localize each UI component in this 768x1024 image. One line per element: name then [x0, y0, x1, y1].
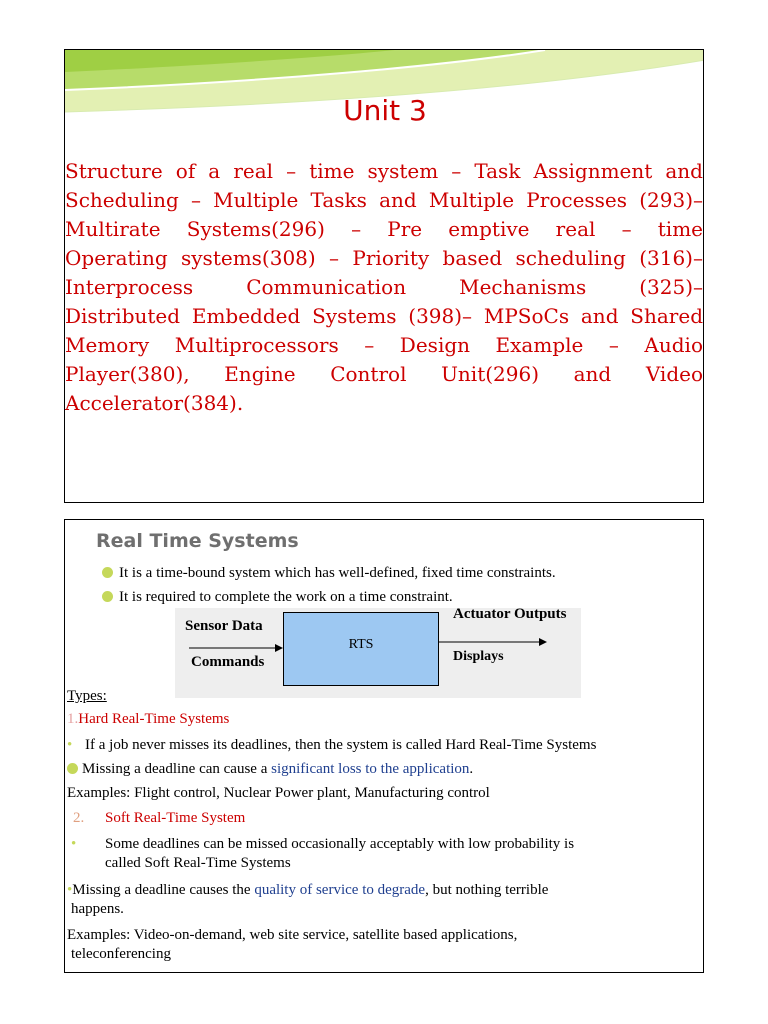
- bullet-item: [102, 589, 453, 606]
- small-bullet-icon: •: [67, 737, 73, 753]
- soft-rts-desc-line1: Some deadlines can be missed occasionally acceptably with low probability is: [105, 836, 575, 852]
- soft-rts-title: Soft Real-Time System: [105, 810, 246, 826]
- topics-line: Accelerator(384).: [65, 391, 244, 415]
- slide-heading: Real Time Systems: [96, 530, 299, 552]
- sensor-data-label: Sensor Data: [185, 618, 263, 634]
- input-arrow-icon: [189, 642, 283, 654]
- displays-label: Displays: [453, 649, 504, 664]
- soft-missing-suffix: , but nothing terrible: [425, 882, 549, 898]
- unit-topics-paragraph: [65, 157, 703, 418]
- hard-missing-line: [67, 761, 473, 778]
- soft-examples-line2: teleconferencing: [71, 946, 171, 962]
- rts-diagram: [175, 608, 581, 698]
- hard-rts-title: Hard Real-Time Systems: [78, 711, 230, 727]
- list-number: 1.: [67, 711, 79, 727]
- soft-missing-highlight: quality of service to degrade: [254, 882, 426, 898]
- bullet-dot-icon: [67, 763, 78, 774]
- topics-line: Interprocess Communication Mechanisms (325)–: [65, 275, 703, 299]
- bullet-dot-icon: [102, 591, 113, 602]
- soft-rts-desc: [71, 836, 574, 853]
- soft-rts-heading: [73, 810, 245, 827]
- commands-label: Commands: [191, 654, 265, 670]
- types-label: Types:: [67, 688, 107, 704]
- bullet-item: [102, 565, 556, 582]
- topics-line: Structure of a real – time system – Task Assignment and: [65, 159, 703, 183]
- output-arrow-icon: [439, 636, 549, 648]
- bullet-dot-icon: [102, 567, 113, 578]
- hard-missing-highlight: significant loss to the application: [271, 761, 470, 777]
- hard-rts-desc-text: If a job never misses its deadlines, then the system is called Hard Real-Time Systems: [85, 737, 597, 753]
- hard-missing-suffix: .: [469, 761, 474, 777]
- bullet-text: It is required to complete the work on a time constraint.: [119, 589, 453, 605]
- actuator-outputs-label: Actuator Outputs: [453, 606, 567, 622]
- topics-line: Distributed Embedded Systems (398)– MPSoCs and Shared: [65, 304, 703, 328]
- topics-line: Multirate Systems(296) – Pre emptive real – time: [65, 217, 703, 241]
- soft-rts-desc-line2: called Soft Real-Time Systems: [105, 855, 291, 871]
- slide-real-time-systems: [64, 519, 704, 973]
- hard-rts-desc: [67, 737, 596, 754]
- list-number: 2.: [73, 810, 85, 826]
- hard-rts-heading: [67, 711, 229, 728]
- topics-line: Operating systems(308) – Priority based scheduling (316)–: [65, 246, 703, 270]
- rts-box: [283, 612, 439, 686]
- soft-missing-line2: happens.: [71, 901, 124, 917]
- small-bullet-icon: •: [71, 836, 77, 852]
- rts-box-label: RTS: [348, 637, 374, 652]
- soft-examples-line1: Examples: Video-on-demand, web site service, satellite based applications,: [67, 927, 518, 943]
- soft-missing-prefix: Missing a deadline causes the: [72, 882, 255, 898]
- bullet-text: It is a time-bound system which has well-defined, fixed time constraints.: [119, 565, 556, 581]
- slide-title: Unit 3: [343, 94, 427, 127]
- hard-missing-prefix: Missing a deadline can cause a: [82, 761, 272, 777]
- topics-line: Scheduling – Multiple Tasks and Multiple Processes (293)–: [65, 188, 703, 212]
- hard-examples: Examples: Flight control, Nuclear Power plant, Manufacturing control: [67, 785, 490, 801]
- small-bullet-icon: •: [67, 882, 73, 898]
- slide-unit-3: [64, 49, 704, 503]
- topics-line: Player(380), Engine Control Unit(296) and Video: [65, 362, 703, 386]
- topics-line: Memory Multiprocessors – Design Example – Audio: [65, 333, 703, 357]
- soft-missing-line: [67, 882, 548, 899]
